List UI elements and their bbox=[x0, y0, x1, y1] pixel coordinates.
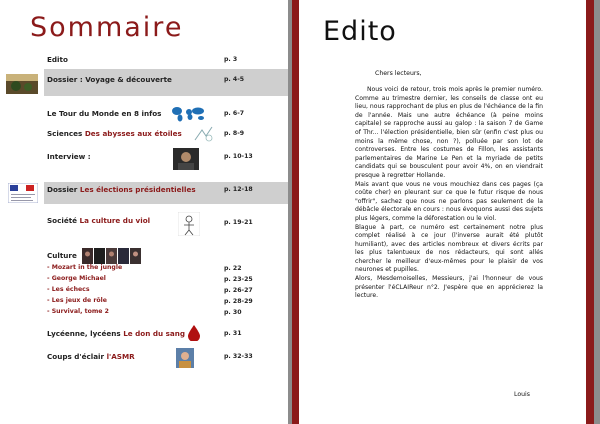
toc-entry-culture[interactable]: Culture bbox=[47, 251, 77, 260]
culture-item-mozart[interactable]: - Mozart in the jungle bbox=[47, 264, 123, 271]
culture-item-echecs[interactable]: - Les échecs bbox=[47, 286, 90, 293]
edito-paragraph: Blague à part, ce numéro est certainement notre plus complet réalisé à ce jour (l'inverse aurait été plutôt humiliant), avec des articles nombreux et divers écrits par les plus talentueux de nos rédacteurs, qui sont allés chercher le meilleur d'eux-mêmes pour le plaisir de vos neurones et pupilles. bbox=[355, 223, 543, 274]
world-map-icon bbox=[170, 105, 206, 122]
toc-entry-tour-du-monde[interactable]: Le Tour du Monde en 8 infos bbox=[47, 109, 162, 118]
toc-entry-coups-eclair[interactable]: Coups d'éclair l'ASMR bbox=[47, 352, 135, 361]
culture-page-survival: p. 30 bbox=[224, 309, 242, 316]
culture-page-mozart: p. 22 bbox=[224, 265, 242, 272]
toc-page-coups-eclair: p. 32-33 bbox=[224, 353, 253, 360]
sciences-sketch-icon bbox=[192, 124, 216, 144]
toc-page-voyage: p. 4-5 bbox=[224, 76, 245, 83]
toc-entry-societe[interactable]: Société La culture du viol bbox=[47, 216, 151, 225]
sommaire-page bbox=[0, 0, 288, 424]
toc-entry-sciences[interactable]: Sciences Des abysses aux étoiles bbox=[47, 129, 182, 138]
left-spine-red bbox=[292, 0, 299, 424]
toc-page-elections: p. 12-18 bbox=[224, 186, 253, 193]
toc-entry-voyage[interactable]: Dossier : Voyage & découverte bbox=[47, 75, 172, 84]
elections-document-icon bbox=[8, 183, 38, 203]
edito-paragraph: Alors, Mesdemoiselles, Messieurs, j'ai l'honneur de vous présenter l'éCLAIReur n°2. J'espère que en apprécierez la lecture. bbox=[355, 275, 543, 300]
toc-page-edito: p. 3 bbox=[224, 56, 238, 63]
interview-portrait-icon bbox=[173, 148, 199, 170]
toc-entry-lyceens[interactable]: Lycéenne, lycéens Le don du sang bbox=[47, 329, 186, 338]
culture-page-jeux-de-role: p. 28-29 bbox=[224, 298, 253, 305]
right-edge-grey bbox=[594, 0, 600, 424]
culture-thumbnails-icon bbox=[82, 248, 142, 264]
societe-drawing-icon bbox=[178, 212, 200, 236]
toc-entry-interview[interactable]: Interview : bbox=[47, 152, 91, 161]
edito-paragraph: Nous voici de retour, trois mois après le premier numéro. Comme au trimestre dernier, les conseils de classe ont eu lieu, nous rapprochant de plus en plus de l'échéance de la fin de l'année. Mais une autre échéance (à peine moins capitale) se rapproche aussi au galop : la saison 7 de Game of Thr... l'élection présidentielle, bien sûr (enfin c'est plus ou moins la même chose, non ?), polluée par son lot de controverses. Entre les costumes de Fillon, les assistants parlementaires de Marine Le Pen et la myriade de petits candidats qui se bousculent pour avoir 4%, on en viendrait presque à regretter Hollande. bbox=[355, 86, 543, 179]
edito-page bbox=[299, 0, 600, 424]
toc-page-societe: p. 19-21 bbox=[224, 219, 253, 226]
edito-signature: Louis bbox=[514, 391, 530, 398]
culture-item-jeux-de-role[interactable]: - Les jeux de rôle bbox=[47, 297, 107, 304]
edito-salutation: Chers lecteurs, bbox=[375, 70, 422, 77]
toc-page-sciences: p. 8-9 bbox=[224, 130, 245, 137]
culture-item-survival[interactable]: - Survival, tome 2 bbox=[47, 308, 109, 315]
toc-entry-edito[interactable]: Edito bbox=[47, 55, 68, 64]
voyage-photo-icon bbox=[6, 74, 38, 94]
blood-drop-icon bbox=[188, 325, 200, 341]
edito-paragraph: Mais avant que vous ne vous mouchiez dans ces pages (ça coûte cher) en pleurant sur ce que le futur risque de nous "offrir", sachez que nous ne parlons pas seulement de la débâcle électorale en cours : nous évoquons aussi des sujets plus légers, comme la déforestation ou le viol. bbox=[355, 180, 543, 222]
toc-entry-elections[interactable]: Dossier Les élections présidentielles bbox=[47, 185, 196, 194]
edito-title: Edito bbox=[323, 16, 397, 47]
culture-item-george-michael[interactable]: - George Michael bbox=[47, 275, 106, 282]
toc-page-tour-du-monde: p. 6-7 bbox=[224, 110, 245, 117]
right-edge-red bbox=[586, 0, 594, 424]
sommaire-title: Sommaire bbox=[30, 12, 184, 43]
culture-page-echecs: p. 26-27 bbox=[224, 287, 253, 294]
toc-page-interview: p. 10-13 bbox=[224, 153, 253, 160]
edito-body bbox=[355, 86, 543, 301]
toc-page-lyceens: p. 31 bbox=[224, 330, 242, 337]
asmr-photo-icon bbox=[176, 348, 194, 368]
culture-page-george-michael: p. 23-25 bbox=[224, 276, 253, 283]
